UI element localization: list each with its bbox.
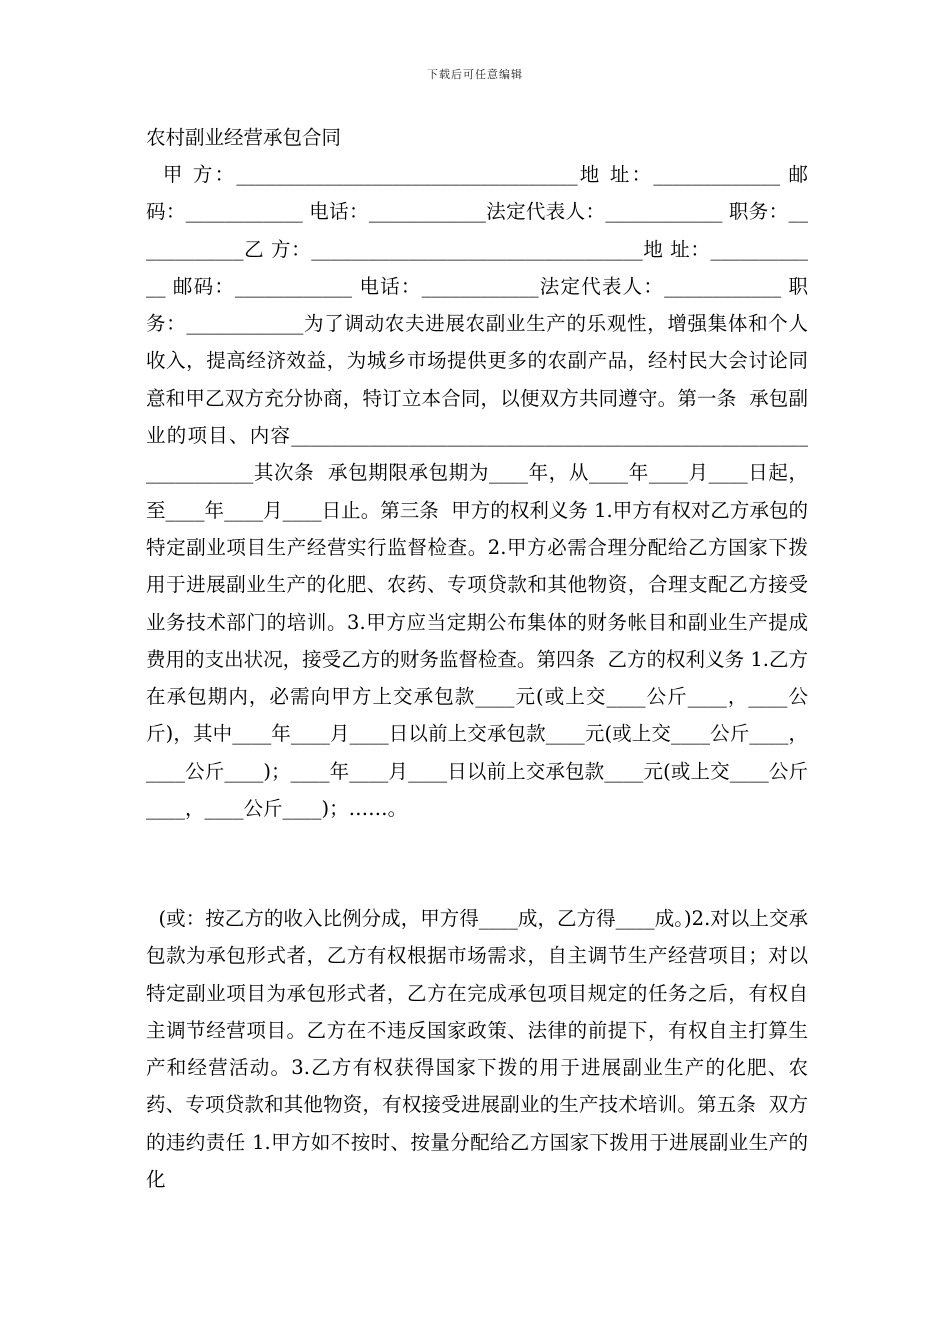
header-note: 下载后可任意编辑 bbox=[427, 68, 523, 81]
contract-paragraph-1: 甲 方：___________________________________地 址：_____________ 邮码：____________ 电话：____________法定代表人：____________ 职务：____________乙 方：__________________________________地 址：____________ 邮码：____________ 电话：____________法定代表人：____________ 职务：____________为了调动农夫进展农副业生产的乐观性，增强集体和个人收入，提高经济效益，为城乡市场提供更多的农副产品，经村民大会讨论同意和甲乙双方充分协商，特订立本合同，以便双方共同遵守。第一条 承包副业的项目、内容________________________________________________________________其次条 承包期限承包期为____年，从____年____月____日起，至____年____月____日止。第三条 甲方的权利义务 1.甲方有权对乙方承包的特定副业项目生产经营实行监督检查。2.甲方必需合理分配给乙方国家下拨用于进展副业生产的化肥、农药、专项贷款和其他物资，合理支配乙方接受业务技术部门的培训。3.甲方应当定期公布集体的财务帐目和副业生产提成费用的支出状况，接受乙方的财务监督检查。第四条 乙方的权利义务 1.乙方在承包期内，必需向甲方上交承包款____元(或上交____公斤____，____公斤)，其中____年____月____日以前上交承包款____元(或上交____公斤____，____公斤____)；____年____月____日以前上交承包款____元(或上交____公斤____，____公斤____)；……。 bbox=[146, 163, 808, 821]
document-title: 农村副业经营承包合同 bbox=[146, 126, 342, 149]
contract-paragraph-2: (或：按乙方的收入比例分成，甲方得____成，乙方得____成。)2.对以上交承包款为承包形式者，乙方有权根据市场需求，自主调节生产经营项目；对以特定副业项目为承包形式者，乙方在完成承包项目规定的任务之后，有权自主调节经营项目。乙方在不违反国家政策、法律的前提下，有权自主打算生产和经营活动。3.乙方有权获得国家下拨的用于进展副业生产的化肥、农药、专项贷款和其他物资，有权接受进展副业的生产技术培训。第五条 双方的违约责任 1.甲方如不按时、按量分配给乙方国家下拨用于进展副业生产的化 bbox=[146, 907, 808, 1192]
